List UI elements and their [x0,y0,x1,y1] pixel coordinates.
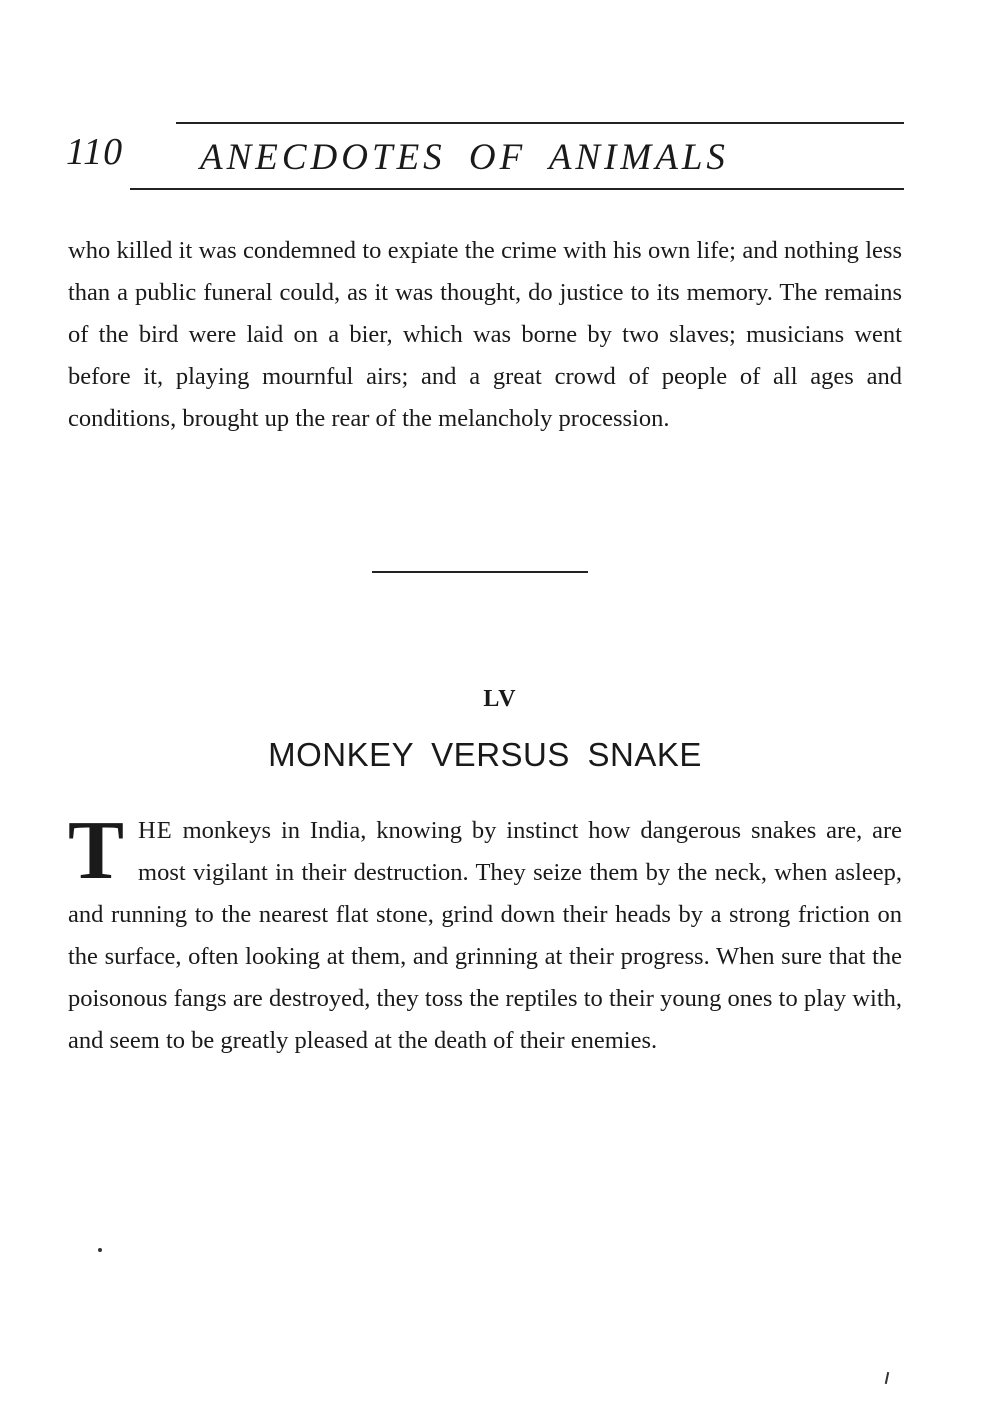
continuation-paragraph: who killed it was condemned to expiate the crime with his own life; and nothing less than a public funeral could, as it was thought, do justice to its memory. The remains of the bird were laid on a bier, which was borne by two slaves; musicians went before it, playing mournful airs; and a great crowd of people of all ages and conditions, brought up the rear of the melancholy procession. [68,237,902,432]
drop-cap: T [68,804,125,897]
drop-cap-continuation: HE [138,817,173,844]
section-paragraph [68,804,902,1062]
section-separator [372,571,588,573]
section-title: MONKEY VERSUS SNAKE [268,736,702,773]
header-bottom-rule [130,188,904,190]
print-mark [885,1372,889,1384]
running-title: ANECDOTES OF ANIMALS [200,137,729,178]
header-top-rule [176,122,904,124]
section-body-text: monkeys in India, knowing by instinct how dangerous snakes are, are most vigilant in their destruction. They seize them by the neck, when asleep, and running to the nearest flat stone, grind down their heads by a strong friction on the surface, often looking at them, and grinning at their progress. When sure that the poisonous fangs are destroyed, they toss the reptiles to their young ones to play with, and seem to be greatly pleased at the death of their enemies. [68,817,902,1054]
print-speck [98,1248,102,1252]
page-number: 110 [66,131,124,173]
section-number: LV [483,686,517,712]
